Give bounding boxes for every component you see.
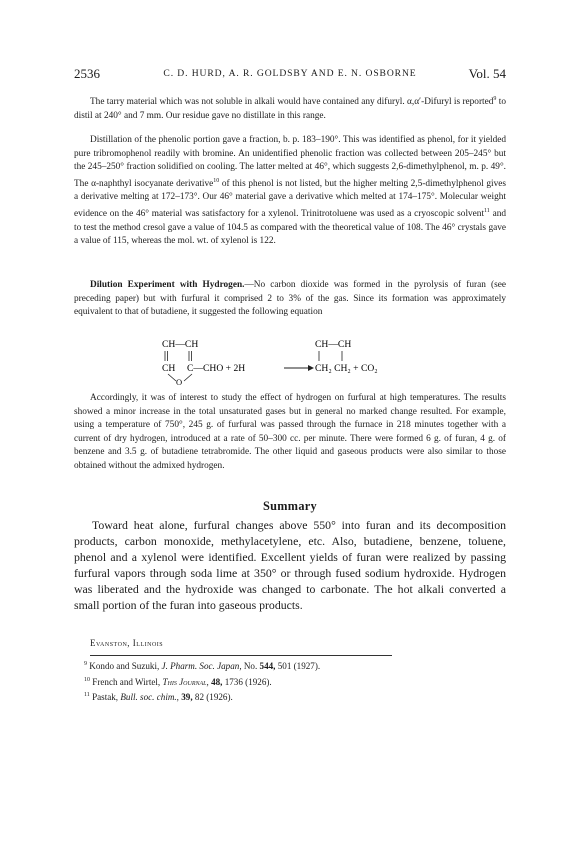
para3-text: —No carbon dioxide was formed in the pyrolysis of furan (see preceding paper) but with furfural it comprised 2 to 3% of the gas. Since its formation was approximately equivalent to that of butadiene, it suggested the following equation (74, 280, 506, 318)
para4-text: Accordingly, it was of interest to study the effect of hydrogen on furfural at high temperatures. The results showed a minor increase in the total unsaturated gases but in general no marked change resulted. For example, using a temperature of 750°, 245 g. of furfural was passed through the furnace in 218 minutes together with a current of dry hydrogen, introduced at a rate of 50–300 cc. per minute. There were formed 6 g. of furan, 4 g. of benzene and 3.5 g. of butadiene tetrabromide. The other liquid and gaseous products were also similar to those obtained without the admixed hydrogen. (74, 393, 506, 471)
footnote-ref-11: 11 (484, 208, 490, 215)
eq-bond-o-right (184, 374, 192, 381)
eq-bond-o-left (168, 374, 176, 381)
paragraph-dilution-text (74, 279, 506, 320)
page-number: 2536 (74, 66, 100, 81)
footnote-ref-9: 9 (493, 96, 497, 102)
footnote-journal: Bull. soc. chim., (120, 692, 179, 703)
footnote-number: 9 (84, 661, 87, 667)
footnote-divider (90, 655, 392, 656)
footnote-volume: 48, (211, 676, 223, 687)
footnote-pages: 501 (1927). (275, 661, 321, 672)
eq-left-bottom-b: C—CHO + 2H (187, 363, 246, 374)
footnotes (84, 658, 504, 705)
footnote-authors: Kondo and Suzuki, (89, 661, 162, 672)
paragraph-dilution (74, 279, 506, 320)
affiliation: Evanston, Illinois (90, 638, 164, 648)
summary-text: Toward heat alone, furfural changes above 550° into furan and its decomposition products, carbon monoxide, methylacetylene, etc. Also, butadiene, benzene, toluene, phenol and a xylenol were identified. Excellent yields of furan were realized by passing furfural vapors through soda lime at 350° or through fused sodium hydroxide. Hydrogen was liberated and the hydroxide was changed to carbonate. The hot alkali converted a small portion of the furan into gaseous products. (74, 518, 506, 612)
footnote-number: 11 (84, 692, 90, 699)
footnote-journal: This Journal, (162, 676, 209, 687)
footnote-item (84, 689, 504, 705)
paragraph-phenolic (74, 134, 506, 249)
running-header (74, 66, 506, 82)
volume-label: Vol. 54 (468, 66, 506, 81)
footnote-volume: 39, (181, 692, 193, 703)
para1-text-b: to distil at 240° and 7 mm. Our residue gave no distillate in this range. (74, 97, 506, 121)
para1-text-a: The tarry material which was not soluble in alkali would have contained any difuryl. α,α′-Difuryl is reported (90, 97, 494, 108)
section-heading-dilution: Dilution Experiment with Hydrogen. (90, 280, 245, 290)
paragraph-phenolic-text (74, 134, 506, 249)
footnote-volume: 544, (259, 661, 276, 672)
footnote-number: 10 (84, 676, 90, 683)
eq-right-top: CH—CH (315, 339, 352, 350)
chemical-equation (162, 337, 412, 387)
paragraph-difuryl-text (74, 93, 506, 123)
footnote-item (84, 674, 504, 690)
footnote-sep: No. (241, 661, 260, 672)
eq-left-bottom-a: CH (162, 363, 176, 374)
footnote-authors: French and Wirtel, (92, 676, 163, 687)
footnote-ref-10: 10 (213, 177, 220, 184)
para2-text-b: of this phenol is not listed, but the higher melting 2,5-dimethylphenol gives a derivative melting at 172–173°. Our 46° material gave a derivative which melted at 174–175°. Molecular weight evidence on the 46° material was satisfactory for a xylenol. Trinitrotoluene was used as a cryoscopic solvent (74, 178, 506, 220)
para2-text-a: Distillation of the phenolic portion gave a fraction, b. p. 183–190°. This was identified as phenol, for it yielded pure tribromophenol readily with bromine. An unidentified phenolic fraction was collected between 205–245° but the 245–250° fraction solidified on cooling. The latter melted at 46°, which suggests 2,6-dimethylphenol, m. p. 49°. The α-naphthyl isocyanate derivative (74, 135, 506, 189)
footnote-authors: Pastak, (92, 692, 121, 703)
footnote-pages: 1736 (1926). (222, 676, 272, 687)
footnote-pages: 82 (1926). (192, 692, 233, 703)
paragraph-difuryl (74, 93, 506, 123)
footnote-journal: J. Pharm. Soc. Japan, (161, 661, 242, 672)
para2-text-c: and to test the method cresol gave a value of 104.5 as compared with the theoretical value of 108. The 46° crystals gave a value of 115, whereas the mol. wt. of xylenol is 122. (74, 209, 506, 247)
arrow-icon (308, 365, 314, 371)
equation-bonds (162, 337, 412, 387)
running-authors: C. D. HURD, A. R. GOLDSBY AND E. N. OSBORNE (163, 68, 417, 79)
summary-heading: Summary (262, 499, 318, 513)
eq-right-bottom: CH₂ CH₂ + CO₂ (315, 363, 378, 374)
eq-oxygen: O (176, 377, 183, 387)
paragraph-accordingly (74, 392, 506, 474)
footnote-item (84, 658, 504, 674)
eq-left-top: CH—CH (162, 339, 199, 350)
